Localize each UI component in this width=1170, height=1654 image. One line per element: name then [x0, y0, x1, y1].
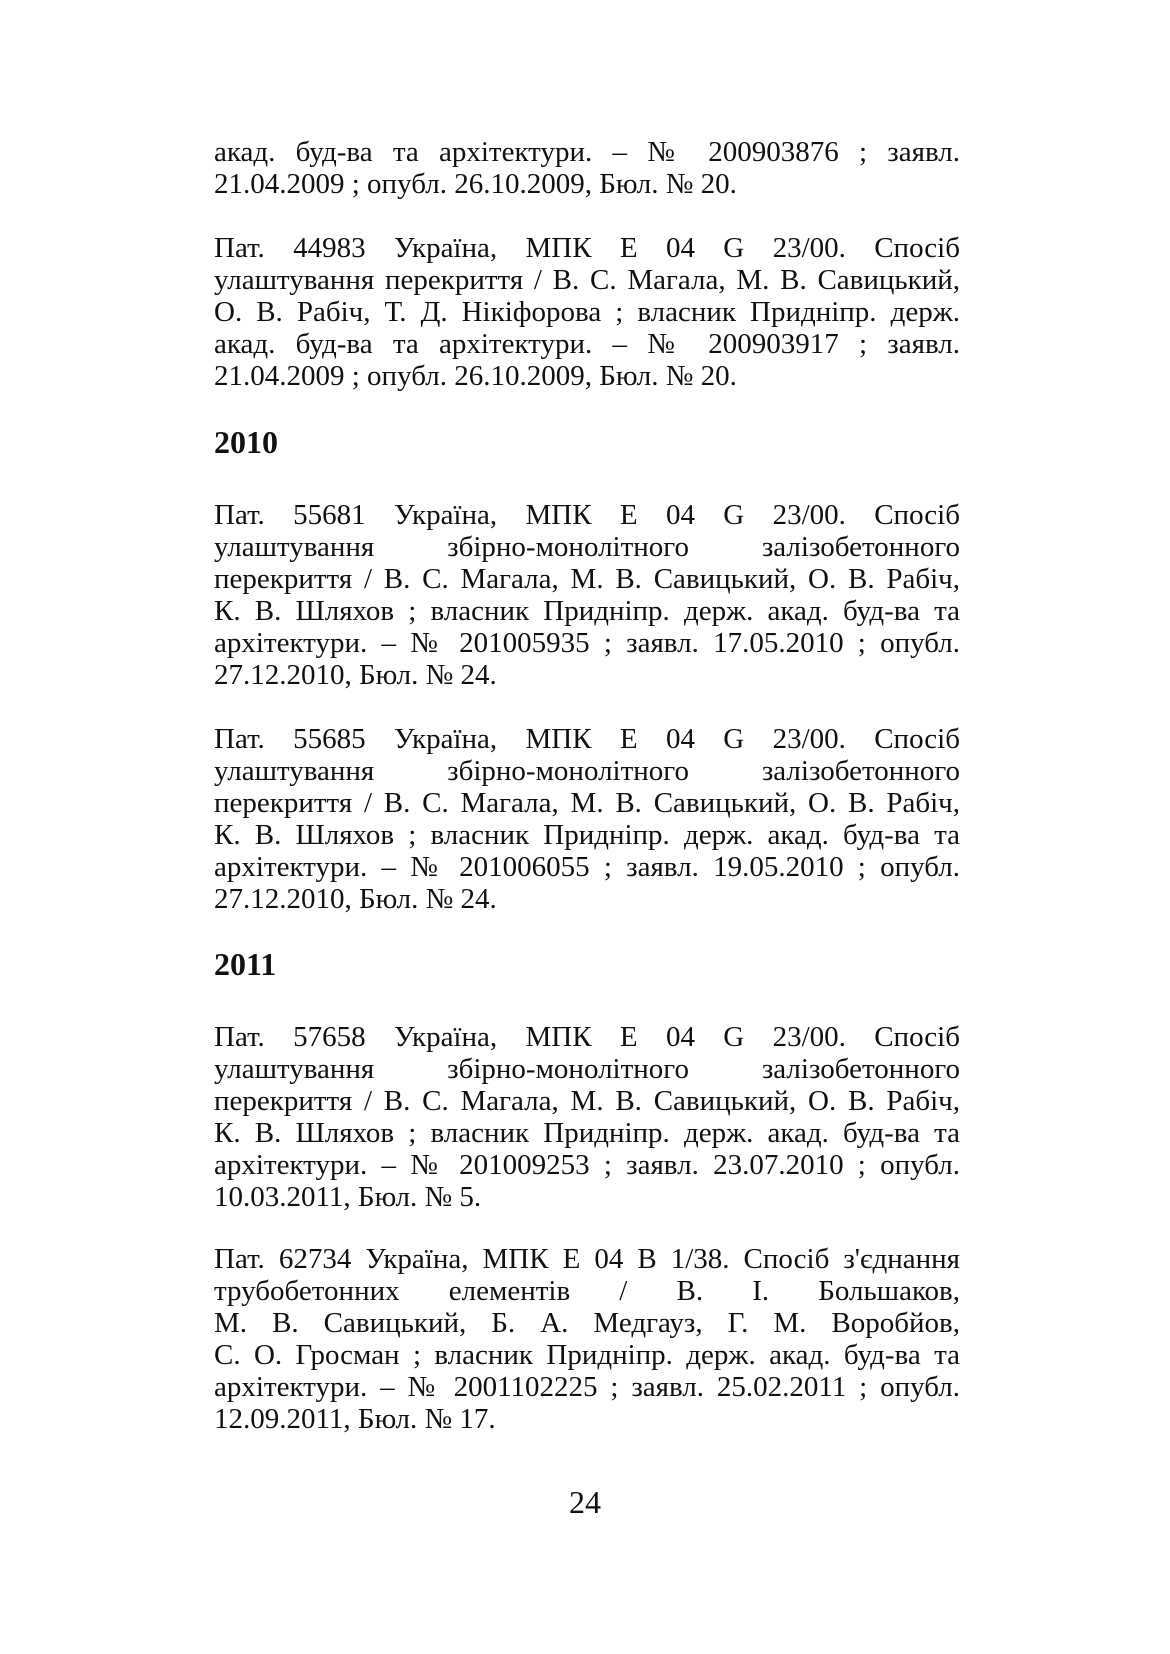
entry-3-line-1: Пат. 55681 Україна, МПК Е 04 G 23/00. Спосіб [214, 499, 960, 531]
entry-3-line-6: 27.12.2010, Бюл. № 24. [214, 659, 497, 691]
page-number: 24 [569, 1484, 601, 1520]
entry-1-line-1: акад. буд-ва та архітектури. – № 200903876 ; заявл. [214, 136, 960, 168]
entry-5-line-6: 10.03.2011, Бюл. № 5. [214, 1181, 482, 1213]
entry-4-line-2: улаштування збірно-монолітного залізобетонного [214, 755, 960, 787]
entry-3-line-3: перекриття / В. С. Магала, М. В. Савицький, О. В. Рабіч, [214, 563, 960, 595]
year-heading-2011: 2011 [214, 946, 277, 982]
entry-5-line-5: архітектури. – № 201009253 ; заявл. 23.07.2010 ; опубл. [214, 1149, 960, 1181]
entry-2-line-2: улаштування перекриття / В. С. Магала, М. В. Савицький, [214, 264, 960, 296]
entry-2-line-1: Пат. 44983 Україна, МПК Е 04 G 23/00. Спосіб [214, 232, 960, 264]
entry-2 [214, 232, 960, 392]
entry-2-line-5: 21.04.2009 ; опубл. 26.10.2009, Бюл. № 20. [214, 360, 737, 392]
entry-4-line-3: перекриття / В. С. Магала, М. В. Савицький, О. В. Рабіч, [214, 787, 960, 819]
entry-5-line-1: Пат. 57658 Україна, МПК Е 04 G 23/00. Спосіб [214, 1021, 960, 1053]
entry-4-line-6: 27.12.2010, Бюл. № 24. [214, 883, 497, 915]
entry-6-line-6: 12.09.2011, Бюл. № 17. [214, 1403, 496, 1435]
entry-2-line-3: О. В. Рабіч, Т. Д. Нікіфорова ; власник Придніпр. держ. [214, 296, 960, 328]
entry-5-line-2: улаштування збірно-монолітного залізобетонного [214, 1053, 960, 1085]
year-heading-2010: 2010 [214, 424, 278, 460]
entry-6-line-3: М. В. Савицький, Б. А. Медгауз, Г. М. Воробйов, [214, 1307, 960, 1339]
entry-3-line-5: архітектури. – № 201005935 ; заявл. 17.05.2010 ; опубл. [214, 627, 960, 659]
entry-6-line-1: Пат. 62734 Україна, МПК Е 04 В 1/38. Спосіб з'єднання [214, 1243, 960, 1275]
entry-4-line-4: К. В. Шляхов ; власник Придніпр. держ. акад. буд-ва та [214, 819, 960, 851]
entry-4-line-5: архітектури. – № 201006055 ; заявл. 19.05.2010 ; опубл. [214, 851, 960, 883]
entry-3-line-4: К. В. Шляхов ; власник Придніпр. держ. акад. буд-ва та [214, 595, 960, 627]
entry-6-line-5: архітектури. – № 2001102225 ; заявл. 25.02.2011 ; опубл. [214, 1371, 960, 1403]
entry-2-line-4: акад. буд-ва та архітектури. – № 200903917 ; заявл. [214, 328, 960, 360]
entry-6 [214, 1243, 960, 1435]
entry-3-line-2: улаштування збірно-монолітного залізобетонного [214, 531, 960, 563]
entry-6-line-4: С. О. Гросман ; власник Придніпр. держ. акад. буд-ва та [214, 1339, 960, 1371]
entry-3 [214, 499, 960, 691]
entry-5 [214, 1021, 960, 1213]
entry-4 [214, 723, 960, 915]
entry-4-line-1: Пат. 55685 Україна, МПК Е 04 G 23/00. Спосіб [214, 723, 960, 755]
entry-6-line-2: трубобетонних елементів / В. І. Большаков, [214, 1275, 960, 1307]
entry-1-line-2: 21.04.2009 ; опубл. 26.10.2009, Бюл. № 20. [214, 168, 737, 200]
entry-5-line-3: перекриття / В. С. Магала, М. В. Савицький, О. В. Рабіч, [214, 1085, 960, 1117]
entry-1 [214, 136, 960, 200]
entry-5-line-4: К. В. Шляхов ; власник Придніпр. держ. акад. буд-ва та [214, 1117, 960, 1149]
